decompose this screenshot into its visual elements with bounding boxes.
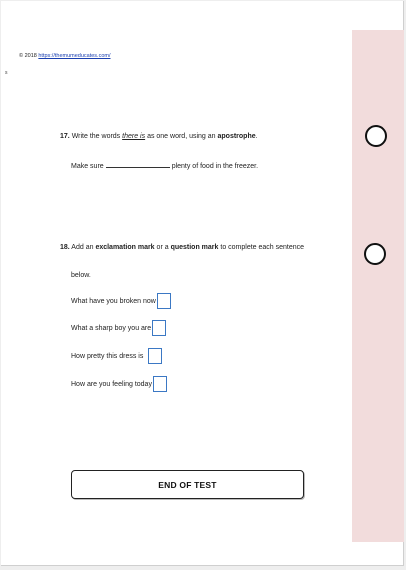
q18-bold-1: exclamation mark bbox=[95, 244, 155, 251]
q18-sentence-4: How are you feeling today bbox=[71, 380, 152, 388]
q18-number: 18. bbox=[60, 244, 70, 251]
q17-instruction bbox=[60, 133, 258, 140]
q18-instruction bbox=[60, 244, 304, 251]
q18-text-1: Add an bbox=[71, 244, 94, 251]
q17-text-middle: as one word, using an bbox=[147, 133, 216, 140]
copyright-link[interactable]: https://themumeducates.com/ bbox=[38, 53, 111, 59]
q18-sentence-3: How pretty this dress is bbox=[71, 352, 144, 360]
q17-number: 17. bbox=[60, 133, 70, 140]
q17-mark-circle[interactable] bbox=[365, 125, 387, 147]
q18-answer-box-4[interactable] bbox=[153, 376, 167, 392]
q18-answer-box-1[interactable] bbox=[157, 293, 171, 309]
copyright-line bbox=[19, 53, 111, 59]
q18-sentence-row bbox=[71, 376, 167, 392]
q17-text-before: Write the words bbox=[71, 133, 121, 140]
q18-bold-2: question mark bbox=[170, 244, 219, 251]
q17-sentence bbox=[71, 162, 258, 170]
q18-sentence-2: What a sharp boy you are bbox=[71, 324, 152, 332]
q17-sentence-after: plenty of food in the freezer. bbox=[171, 163, 259, 170]
answer-margin-strip bbox=[352, 30, 404, 542]
q17-underlined-words: there is bbox=[122, 133, 146, 140]
q17-answer-blank[interactable] bbox=[106, 162, 170, 168]
q18-sentence-row bbox=[71, 348, 162, 364]
copyright-text: © 2018 bbox=[19, 53, 37, 59]
q18-sentence-row bbox=[71, 293, 171, 309]
q18-sentence-row bbox=[71, 320, 166, 336]
q18-instruction-cont: below. bbox=[71, 272, 91, 279]
q17-bold-word: apostrophe bbox=[217, 133, 256, 140]
q18-answer-box-2[interactable] bbox=[152, 320, 166, 336]
stray-mark: s bbox=[5, 70, 8, 76]
q18-sentence-1: What have you broken now bbox=[71, 297, 156, 305]
q18-mark-circle[interactable] bbox=[364, 243, 386, 265]
end-of-test-button[interactable]: END OF TEST bbox=[71, 470, 304, 499]
worksheet-page bbox=[1, 1, 404, 566]
q18-text-3: to complete each sentence bbox=[220, 244, 305, 251]
q17-text-end: . bbox=[255, 133, 258, 140]
q18-text-2: or a bbox=[156, 244, 169, 251]
q17-sentence-before: Make sure bbox=[71, 163, 104, 170]
q18-answer-box-3[interactable] bbox=[148, 348, 162, 364]
